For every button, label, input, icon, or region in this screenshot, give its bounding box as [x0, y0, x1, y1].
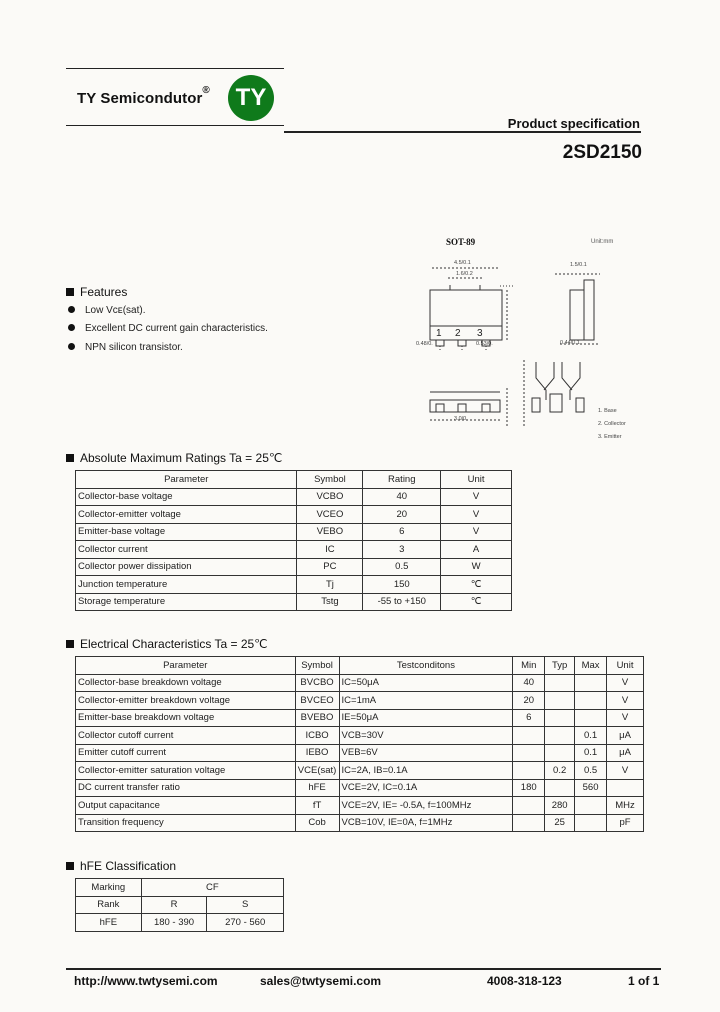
- dim-label: 4.5/0.1: [454, 260, 471, 266]
- param-cell: Collector-emitter voltage: [76, 506, 297, 524]
- table-row: [76, 558, 512, 576]
- condition-cell: IC=2A, IB=0.1A: [339, 762, 513, 780]
- min-cell: [513, 744, 545, 762]
- hfe-label: hFE: [76, 914, 142, 932]
- rating-cell: 3: [363, 541, 441, 559]
- rating-cell: 150: [363, 576, 441, 594]
- param-cell: Storage temperature: [76, 593, 297, 611]
- marking-value: CF: [141, 879, 283, 897]
- typ-cell: [545, 727, 575, 745]
- param-cell: Collector current: [76, 541, 297, 559]
- header-cell: Parameter: [76, 657, 296, 675]
- header-cell: Unit: [441, 471, 512, 489]
- condition-cell: VCE=2V, IE= -0.5A, f=100MHz: [339, 797, 513, 815]
- min-cell: [513, 797, 545, 815]
- rating-cell: -55 to +150: [363, 593, 441, 611]
- bullet-icon: [68, 306, 75, 313]
- symbol-cell: Tj: [297, 576, 363, 594]
- unit-cell: V: [607, 709, 644, 727]
- param-cell: Emitter cutoff current: [76, 744, 296, 762]
- square-bullet-icon: [66, 454, 74, 462]
- hfe-table: [75, 878, 284, 932]
- company-logo: TY: [228, 75, 274, 121]
- header-cell: Typ: [545, 657, 575, 675]
- unit-cell: μA: [607, 727, 644, 745]
- range-cell: 180 - 390: [141, 914, 207, 932]
- square-bullet-icon: [66, 862, 74, 870]
- table-row: [76, 692, 644, 710]
- table-row: [76, 744, 644, 762]
- table-header-row: [76, 471, 512, 489]
- pin-number: 2: [455, 328, 461, 339]
- symbol-cell: VCBO: [297, 488, 363, 506]
- dim-label: 1.5/0.1: [570, 262, 587, 268]
- condition-cell: VCE=2V, IC=0.1A: [339, 779, 513, 797]
- unit-cell: ℃: [441, 576, 512, 594]
- unit-cell: μA: [607, 744, 644, 762]
- typ-cell: 280: [545, 797, 575, 815]
- symbol-cell: hFE: [295, 779, 339, 797]
- unit-cell: V: [441, 506, 512, 524]
- condition-cell: VCB=30V: [339, 727, 513, 745]
- range-cell: 270 - 560: [207, 914, 284, 932]
- condition-cell: VEB=6V: [339, 744, 513, 762]
- footer-phone: 4008-318-123: [487, 974, 562, 988]
- param-cell: Collector cutoff current: [76, 727, 296, 745]
- typ-cell: [545, 692, 575, 710]
- symbol-cell: VCE(sat): [295, 762, 339, 780]
- header-cell: Testconditons: [339, 657, 513, 675]
- param-cell: Collector power dissipation: [76, 558, 297, 576]
- table-row: [76, 593, 512, 611]
- param-cell: Collector-emitter saturation voltage: [76, 762, 296, 780]
- header-rule-top: [66, 68, 284, 69]
- symbol-cell: Tstg: [297, 593, 363, 611]
- min-cell: [513, 762, 545, 780]
- param-cell: Output capacitance: [76, 797, 296, 815]
- typ-cell: [545, 674, 575, 692]
- max-cell: 560: [575, 779, 607, 797]
- header-rule-long: [284, 131, 641, 133]
- footer-rule: [66, 968, 661, 970]
- unit-cell: MHz: [607, 797, 644, 815]
- typ-cell: [545, 779, 575, 797]
- header-cell: Parameter: [76, 471, 297, 489]
- footer-website[interactable]: http://www.twtysemi.com: [74, 974, 218, 988]
- elec-table: [75, 656, 644, 832]
- pin-number: 3: [477, 328, 483, 339]
- typ-cell: 25: [545, 814, 575, 832]
- typ-cell: 0.2: [545, 762, 575, 780]
- unit-cell: A: [441, 541, 512, 559]
- unit-cell: V: [607, 674, 644, 692]
- footer-email[interactable]: sales@twtysemi.com: [260, 974, 382, 988]
- footer-page: 1 of 1: [628, 974, 660, 988]
- rank-label: Rank: [76, 896, 142, 914]
- condition-cell: IC=1mA: [339, 692, 513, 710]
- typ-cell: [545, 744, 575, 762]
- table-row: [76, 488, 512, 506]
- dim-label: 0.48/0.: [416, 341, 433, 347]
- header-cell: Rating: [363, 471, 441, 489]
- features-heading: Features: [66, 285, 127, 299]
- header-rule-short: [66, 125, 284, 126]
- header-cell: Min: [513, 657, 545, 675]
- square-bullet-icon: [66, 640, 74, 648]
- table-row: [76, 896, 284, 914]
- table-row: [76, 879, 284, 897]
- pin-number: 1: [436, 328, 442, 339]
- dim-label: 3.0/0.: [454, 416, 468, 422]
- unit-cell: ℃: [441, 593, 512, 611]
- min-cell: 180: [513, 779, 545, 797]
- min-cell: 20: [513, 692, 545, 710]
- table-row: [76, 797, 644, 815]
- abs-max-heading: Absolute Maximum Ratings Ta = 25℃: [66, 451, 282, 465]
- table-row: [76, 709, 644, 727]
- pin-legend: 3. Emitter: [598, 434, 622, 440]
- rank-cell: R: [141, 896, 207, 914]
- feature-item: NPN silicon transistor.: [68, 342, 183, 353]
- table-row: [76, 674, 644, 692]
- company-name: TY Semicondutor®: [77, 85, 210, 107]
- package-drawing: [410, 250, 640, 450]
- table-row: [76, 727, 644, 745]
- rating-cell: 6: [363, 523, 441, 541]
- table-row: [76, 541, 512, 559]
- table-row: [76, 576, 512, 594]
- max-cell: [575, 814, 607, 832]
- feature-item: Excellent DC current gain characteristics.: [68, 323, 268, 334]
- pin-legend: 2. Collector: [598, 421, 626, 427]
- bullet-icon: [68, 343, 75, 350]
- table-header-row: [76, 657, 644, 675]
- part-number: 2SD2150: [562, 142, 642, 163]
- package-name: SOT-89: [446, 237, 476, 247]
- unit-cell: V: [441, 523, 512, 541]
- table-row: [76, 762, 644, 780]
- header-cell: Unit: [607, 657, 644, 675]
- param-cell: Collector-base breakdown voltage: [76, 674, 296, 692]
- pin-legend: 1. Base: [598, 408, 617, 414]
- typ-cell: [545, 709, 575, 727]
- dim-label: 0.53/0.: [476, 341, 493, 347]
- unit-cell: V: [607, 692, 644, 710]
- unit-cell: W: [441, 558, 512, 576]
- symbol-cell: Cob: [295, 814, 339, 832]
- max-cell: [575, 674, 607, 692]
- symbol-cell: IEBO: [295, 744, 339, 762]
- condition-cell: VCB=10V, IE=0A, f=1MHz: [339, 814, 513, 832]
- symbol-cell: BVCBO: [295, 674, 339, 692]
- param-cell: Collector-base voltage: [76, 488, 297, 506]
- condition-cell: IC=50μA: [339, 674, 513, 692]
- unit-cell: [607, 779, 644, 797]
- condition-cell: IE=50μA: [339, 709, 513, 727]
- param-cell: Emitter-base breakdown voltage: [76, 709, 296, 727]
- symbol-cell: fT: [295, 797, 339, 815]
- max-cell: [575, 709, 607, 727]
- unit-cell: V: [441, 488, 512, 506]
- min-cell: 40: [513, 674, 545, 692]
- dim-label: 0.44/0.1: [560, 340, 580, 346]
- param-cell: Junction temperature: [76, 576, 297, 594]
- marking-label: Marking: [76, 879, 142, 897]
- max-cell: [575, 692, 607, 710]
- param-cell: Collector-emitter breakdown voltage: [76, 692, 296, 710]
- param-cell: Emitter-base voltage: [76, 523, 297, 541]
- symbol-cell: PC: [297, 558, 363, 576]
- feature-item: Low Vᴄᴇ(sat).: [68, 305, 145, 316]
- rank-cell: S: [207, 896, 284, 914]
- symbol-cell: BVEBO: [295, 709, 339, 727]
- square-bullet-icon: [66, 288, 74, 296]
- symbol-cell: VEBO: [297, 523, 363, 541]
- symbol-cell: ICBO: [295, 727, 339, 745]
- max-cell: 0.1: [575, 727, 607, 745]
- unit-cell: pF: [607, 814, 644, 832]
- elec-heading: Electrical Characteristics Ta = 25℃: [66, 637, 268, 651]
- rating-cell: 20: [363, 506, 441, 524]
- table-row: [76, 523, 512, 541]
- header-cell: Max: [575, 657, 607, 675]
- min-cell: [513, 814, 545, 832]
- max-cell: [575, 797, 607, 815]
- rating-cell: 40: [363, 488, 441, 506]
- param-cell: DC current transfer ratio: [76, 779, 296, 797]
- doc-type: Product specification: [507, 116, 640, 131]
- abs-max-table: [75, 470, 512, 611]
- package-unit: Unit:mm: [591, 239, 614, 245]
- hfe-heading: hFE Classification: [66, 859, 176, 873]
- max-cell: 0.5: [575, 762, 607, 780]
- symbol-cell: VCEO: [297, 506, 363, 524]
- header-cell: Symbol: [297, 471, 363, 489]
- header-cell: Symbol: [295, 657, 339, 675]
- max-cell: 0.1: [575, 744, 607, 762]
- bullet-icon: [68, 324, 75, 331]
- dim-label: 1.6/0.2: [456, 271, 473, 277]
- param-cell: Transition frequency: [76, 814, 296, 832]
- table-row: [76, 506, 512, 524]
- min-cell: 6: [513, 709, 545, 727]
- unit-cell: V: [607, 762, 644, 780]
- rating-cell: 0.5: [363, 558, 441, 576]
- symbol-cell: BVCEO: [295, 692, 339, 710]
- table-row: [76, 914, 284, 932]
- table-row: [76, 779, 644, 797]
- symbol-cell: IC: [297, 541, 363, 559]
- table-row: [76, 814, 644, 832]
- min-cell: [513, 727, 545, 745]
